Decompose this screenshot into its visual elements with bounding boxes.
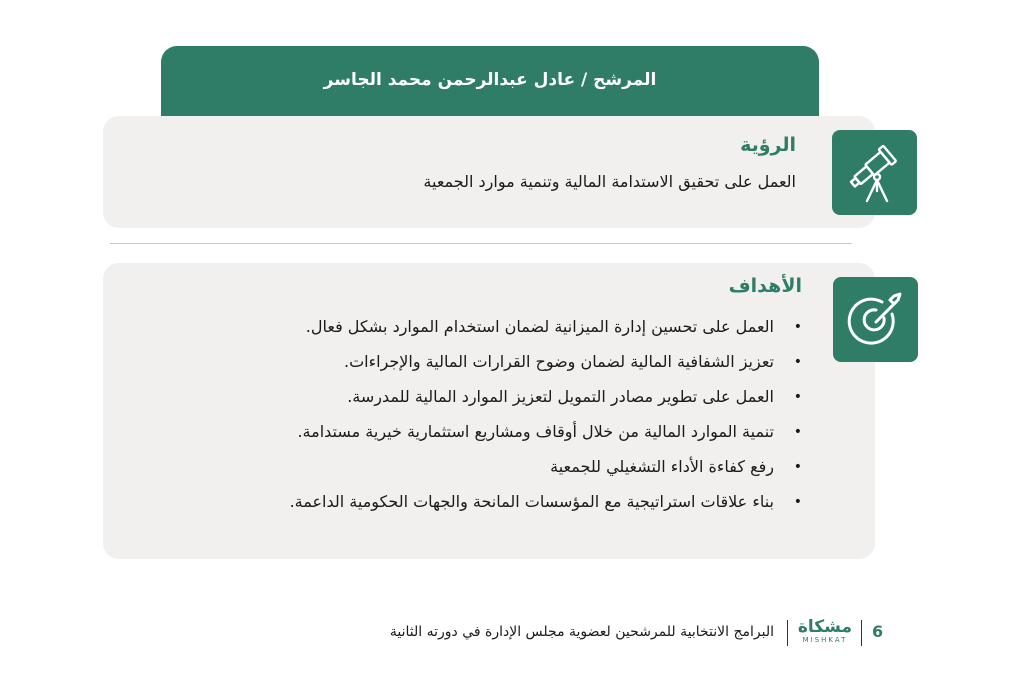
footer-program-text: البرامج الانتخابية للمرشحين لعضوية مجلس الإدارة في دورته الثانية xyxy=(389,624,774,640)
footer-divider xyxy=(787,620,788,646)
goal-item: • رفع كفاءة الأداء التشغيلي للجمعية xyxy=(290,454,802,489)
goal-item: • تنمية الموارد المالية من خلال أوقاف ومشاريع استثمارية خيرية مستدامة. xyxy=(290,419,802,454)
goal-item: • تعزيز الشفافية المالية لضمان وضوح القرارات المالية والإجراءات. xyxy=(290,349,802,384)
goals-title: الأهداف xyxy=(728,275,802,297)
goal-item: • بناء علاقات استراتيجية مع المؤسسات المانحة والجهات الحكومية الداعمة. xyxy=(290,489,802,524)
vision-title: الرؤية xyxy=(740,134,796,156)
section-divider xyxy=(110,243,852,244)
logo-arabic: مشكاة xyxy=(797,617,852,637)
footer-divider xyxy=(861,620,862,646)
goal-item: • العمل على تحسين إدارة الميزانية لضمان استخدام الموارد بشكل فعال. xyxy=(290,314,802,349)
logo-english: MISHKAT xyxy=(802,636,848,644)
goal-item: • العمل على تطوير مصادر التمويل لتعزيز الموارد المالية للمدرسة. xyxy=(290,384,802,419)
target-arrow-icon xyxy=(833,277,918,362)
mishkat-logo xyxy=(798,618,852,645)
goals-list xyxy=(290,314,802,524)
page-number: 6 xyxy=(872,622,884,641)
vision-text: العمل على تحقيق الاستدامة المالية وتنمية موارد الجمعية xyxy=(423,172,796,191)
candidate-header xyxy=(161,46,819,116)
candidate-name: المرشح / عادل عبدالرحمن محمد الجاسر xyxy=(323,70,657,90)
telescope-icon xyxy=(832,130,917,215)
